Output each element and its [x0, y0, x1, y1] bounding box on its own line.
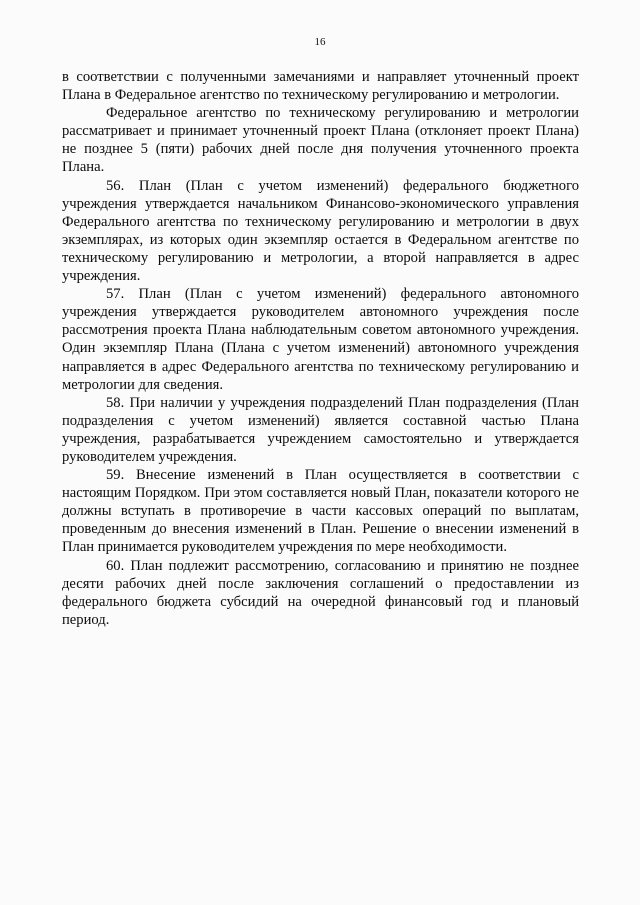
- paragraph-58: 58. При наличии у учреждения подразделений План подразделения (План подразделения с учетом изменений) является составной частью Плана учреждения, разрабатывается учреждением самостоятельно и утверждается руководителем учреждения.: [62, 394, 579, 465]
- paragraph-agency-review: Федеральное агентство по техническому регулированию и метрологии рассматривает и принимает уточненный проект Плана (отклоняет проект Плана) не позднее 5 (пяти) рабочих дней после дня получения уточненного проекта Плана.: [62, 105, 579, 176]
- paragraph-60: 60. План подлежит рассмотрению, согласованию и принятию не позднее десяти рабочих дней после заключения соглашений о предоставлении из федерального бюджета субсидий на очередной финансовый год и плановый период.: [62, 557, 579, 628]
- page-number: 16: [314, 36, 326, 48]
- paragraph-56: 56. План (План с учетом изменений) федерального бюджетного учреждения утверждается начальником Финансово-экономического управления Федерального агентства по техническому регулированию и метрологии в двух экземплярах, из которых один экземпляр остается в Федеральном агентстве по техническому регулированию и метрологии, а второй направляется в адрес учреждения.: [62, 177, 579, 285]
- paragraph-continuation: в соответствии с полученными замечаниями и направляет уточненный проект Плана в Федеральное агентство по техническому регулированию и метрологии.: [62, 69, 579, 104]
- paragraph-57: 57. План (План с учетом изменений) федерального автономного учреждения утверждается руководителем автономного учреждения после рассмотрения проекта Плана наблюдательным советом автономного учреждения. Один экземпляр Плана (Плана с учетом изменений) автономного учреждения направляется в адрес Федерального агентства по техническому регулированию и метрологии для сведения.: [62, 286, 579, 393]
- document-body: [62, 68, 579, 629]
- paragraph-59: 59. Внесение изменений в План осуществляется в соответствии с настоящим Порядком. При этом составляется новый План, показатели которого не должны вступать в противоречие в части кассовых операций по выплатам, проведенным до внесения изменений в План. Решение о внесении изменений в План принимается руководителем учреждения по мере необходимости.: [62, 467, 579, 556]
